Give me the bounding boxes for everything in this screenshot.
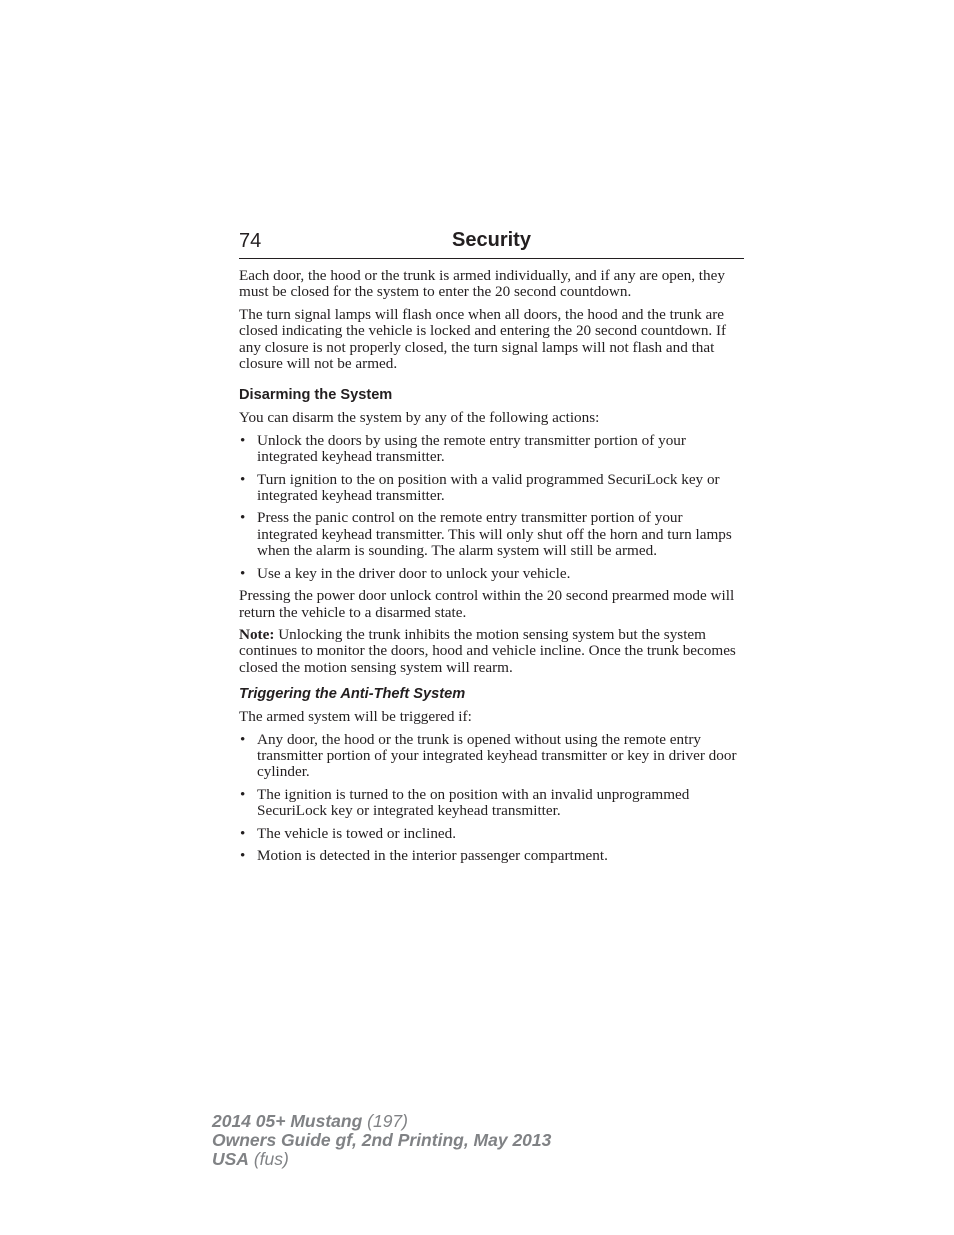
note-text: Unlocking the trunk inhibits the motion sensing system but the system continues to monitor the doors, hood and vehicle incline. Once the trunk becomes closed the motion sensing system will rearm.	[239, 625, 736, 676]
bullet-icon: •	[240, 730, 246, 748]
list-item: • Press the panic control on the remote entry transmitter portion of your integrated keyhead transmitter. This will only shut off the horn and turn lamps when the alarm is sounding. The alarm system will still be armed.	[240, 509, 732, 560]
bullet-icon: •	[240, 431, 246, 449]
triggering-list	[239, 732, 744, 865]
page-header	[239, 228, 744, 259]
print-footer	[212, 1112, 551, 1169]
triggering-intro: The armed system will be triggered if:	[239, 708, 472, 726]
list-item: • Turn ignition to the on position with a valid programmed SecuriLock key or integrated keyhead transmitter.	[240, 470, 720, 505]
list-item: • Use a key in the driver door to unlock your vehicle.	[240, 564, 571, 582]
bullet-icon: •	[240, 509, 246, 527]
list-item: • Unlock the doors by using the remote entry transmitter portion of your integrated keyhead transmitter.	[240, 431, 686, 466]
footer-line-2: Owners Guide gf, 2nd Printing, May 2013	[212, 1130, 552, 1150]
footer-line-1: 2014 05+ Mustang (197)	[212, 1111, 408, 1131]
disarming-heading: Disarming the System	[239, 387, 393, 404]
footer-line-3: USA (fus)	[212, 1149, 289, 1169]
disarming-list	[239, 433, 744, 582]
bullet-icon: •	[240, 824, 246, 842]
triggering-heading: Triggering the Anti-Theft System	[239, 686, 466, 703]
intro-paragraph-1: Each door, the hood or the trunk is armed individually, and if any are open, they must be closed for the system to enter the 20 second countdown.	[239, 267, 725, 301]
disarming-intro: You can disarm the system by any of the following actions:	[239, 409, 600, 427]
disarming-after: Pressing the power door unlock control within the 20 second prearmed mode will return the vehicle to a disarmed state.	[239, 587, 735, 621]
bullet-icon: •	[240, 470, 246, 488]
list-item: • Any door, the hood or the trunk is opened without using the remote entry transmitter portion of your integrated keyhead transmitter or key in driver door cylinder.	[240, 730, 737, 781]
bullet-icon: •	[240, 846, 246, 864]
list-item: • Motion is detected in the interior passenger compartment.	[240, 846, 608, 864]
note-label: Note:	[239, 625, 275, 643]
section-title: Security	[452, 229, 531, 251]
list-item: • The vehicle is towed or inclined.	[240, 824, 457, 842]
list-item: • The ignition is turned to the on position with an invalid unprogrammed SecuriLock key or integrated keyhead transmitter.	[240, 785, 690, 820]
note-paragraph	[239, 627, 744, 676]
bullet-icon: •	[240, 564, 246, 582]
page-body	[239, 268, 744, 870]
bullet-icon: •	[240, 785, 246, 803]
page-number: 74	[239, 230, 262, 252]
intro-paragraph-2: The turn signal lamps will flash once when all doors, the hood and the trunk are closed indicating the vehicle is locked and entering the 20 second countdown. If any closure is not properly closed, the turn signal lamps will not flash and that closure will not be armed.	[239, 305, 727, 373]
